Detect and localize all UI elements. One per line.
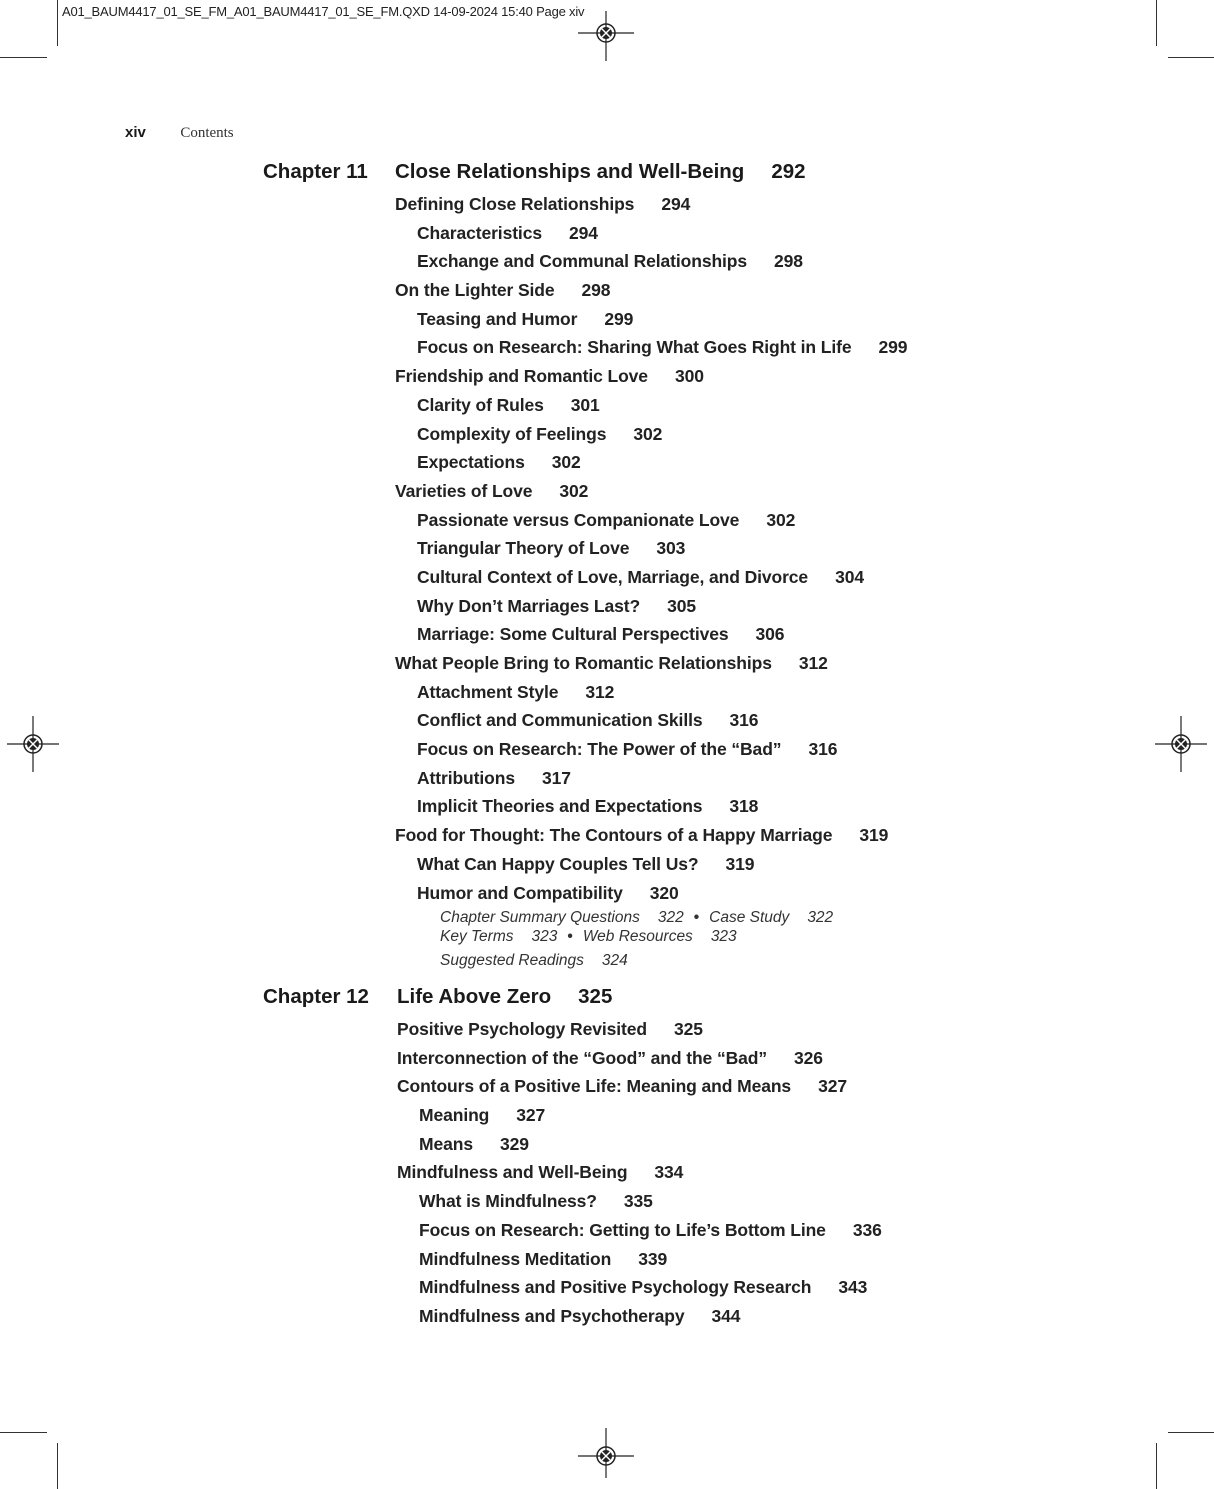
chapter-heading[interactable] xyxy=(263,160,907,190)
entry-page: 299 xyxy=(604,308,634,329)
end-matter-page: 322 xyxy=(657,909,684,927)
entry-title: Passionate versus Companionate Love xyxy=(417,509,740,530)
running-head-title: Contents xyxy=(180,125,234,141)
crop-mark-top-right-h xyxy=(1168,57,1214,58)
toc-subsection-entry[interactable] xyxy=(395,305,907,334)
chapter-heading[interactable] xyxy=(263,985,882,1015)
entry-page: 320 xyxy=(649,882,679,903)
chapter-12-entries xyxy=(397,1015,882,1331)
entry-page: 327 xyxy=(818,1076,847,1097)
chapter-11-entries xyxy=(395,190,907,907)
toc-section-entry[interactable] xyxy=(395,821,907,850)
entry-title: What Can Happy Couples Tell Us? xyxy=(417,853,699,874)
toc-subsection-entry[interactable] xyxy=(395,764,907,793)
toc-subsection-entry[interactable] xyxy=(397,1245,882,1274)
entry-page: 302 xyxy=(766,509,796,530)
toc-subsection-entry[interactable] xyxy=(395,735,907,764)
entry-page: 305 xyxy=(667,595,696,616)
entry-title: Implicit Theories and Expectations xyxy=(417,796,703,817)
toc-section-entry[interactable] xyxy=(395,190,907,219)
entry-title: Varieties of Love xyxy=(395,480,533,501)
toc-section-entry[interactable] xyxy=(395,362,907,391)
toc-section-entry[interactable] xyxy=(397,1158,882,1187)
registration-mark-right xyxy=(1151,714,1211,774)
entry-title: Why Don’t Marriages Last? xyxy=(417,595,641,616)
toc-subsection-entry[interactable] xyxy=(397,1216,882,1245)
entry-page: 300 xyxy=(674,366,704,387)
entry-page: 302 xyxy=(633,423,663,444)
entry-title: Friendship and Romantic Love xyxy=(395,366,648,387)
entry-title: Defining Close Relationships xyxy=(395,194,635,214)
entry-title: Mindfulness and Psychotherapy xyxy=(419,1305,685,1326)
toc-subsection-entry[interactable] xyxy=(395,219,907,248)
registration-mark-bottom xyxy=(576,1426,636,1486)
entry-page: 302 xyxy=(559,480,589,501)
toc-section-entry[interactable] xyxy=(395,649,907,678)
entry-page: 304 xyxy=(835,566,864,587)
chapter-12-block xyxy=(263,985,882,1331)
crop-mark-bottom-left-v xyxy=(57,1443,58,1489)
toc-subsection-entry[interactable] xyxy=(395,391,907,420)
entry-title: Cultural Context of Love, Marriage, and Divorce xyxy=(417,566,809,587)
entry-title: What People Bring to Romantic Relationships xyxy=(395,653,772,673)
toc-subsection-entry[interactable] xyxy=(395,333,907,362)
entry-page: 319 xyxy=(859,825,889,846)
entry-title: Contours of a Positive Life: Meaning and Means xyxy=(397,1076,792,1097)
chapter-page: 325 xyxy=(578,985,613,1008)
printer-slug: A01_BAUM4417_01_SE_FM_A01_BAUM4417_01_SE_FM.QXD 14-09-2024 15:40 Page xiv xyxy=(62,4,585,19)
entry-title: Clarity of Rules xyxy=(417,394,544,415)
toc-subsection-entry[interactable] xyxy=(395,706,907,735)
entry-title: Mindfulness and Well-Being xyxy=(397,1162,628,1183)
toc-section-entry[interactable] xyxy=(395,477,907,506)
entry-page: 303 xyxy=(656,538,686,559)
entry-page: 294 xyxy=(661,194,691,214)
entry-page: 335 xyxy=(623,1191,653,1212)
toc-subsection-entry[interactable] xyxy=(395,620,907,649)
entry-page: 312 xyxy=(585,681,615,702)
entry-page: 329 xyxy=(499,1133,529,1154)
toc-subsection-entry[interactable] xyxy=(395,850,907,879)
end-matter-line-3 xyxy=(395,952,907,971)
entry-title: Conflict and Communication Skills xyxy=(417,710,703,731)
end-matter-label[interactable]: Case Study xyxy=(709,909,790,927)
toc-subsection-entry[interactable] xyxy=(395,534,907,563)
entry-page: 306 xyxy=(755,624,785,645)
entry-title: Focus on Research: Getting to Life’s Bottom Line xyxy=(419,1219,826,1240)
entry-page: 336 xyxy=(852,1219,882,1240)
end-matter-label[interactable]: Suggested Readings xyxy=(440,952,584,970)
bullet-separator: • xyxy=(567,927,573,945)
entry-title: Food for Thought: The Contours of a Happy Marriage xyxy=(395,825,833,846)
entry-page: 302 xyxy=(551,452,581,473)
end-matter-label[interactable]: Web Resources xyxy=(582,927,693,945)
chapter-number: Chapter 11 xyxy=(263,160,368,183)
entry-title: Expectations xyxy=(417,452,525,473)
entry-page: 326 xyxy=(794,1047,823,1068)
end-matter-label[interactable]: Key Terms xyxy=(440,927,514,945)
entry-title: What is Mindfulness? xyxy=(419,1191,597,1212)
entry-page: 344 xyxy=(711,1305,741,1326)
end-matter-label[interactable]: Chapter Summary Questions xyxy=(440,909,640,927)
entry-title: Triangular Theory of Love xyxy=(417,538,630,559)
end-matter-line-2 xyxy=(395,928,907,947)
entry-title: Complexity of Feelings xyxy=(417,423,607,444)
toc-section-entry[interactable] xyxy=(395,276,907,305)
entry-title: Teasing and Humor xyxy=(417,308,578,329)
chapter-title: Close Relationships and Well-Being xyxy=(395,160,745,183)
entry-page: 339 xyxy=(638,1248,668,1269)
chapter-number: Chapter 12 xyxy=(263,985,369,1008)
entry-page: 299 xyxy=(878,337,908,358)
entry-title: Focus on Research: The Power of the “Bad” xyxy=(417,739,782,760)
end-matter-page: 323 xyxy=(531,927,558,945)
bullet-separator: • xyxy=(693,909,700,927)
crop-mark-bottom-right-h xyxy=(1168,1432,1214,1433)
page-folio: xiv xyxy=(125,124,146,141)
entry-title: Marriage: Some Cultural Perspectives xyxy=(417,624,729,645)
crop-mark-top-right-v xyxy=(1156,0,1157,46)
toc-section-entry[interactable] xyxy=(397,1072,882,1101)
entry-title: On the Lighter Side xyxy=(395,280,555,301)
crop-mark-top-left-v xyxy=(57,0,58,46)
entry-title: Focus on Research: Sharing What Goes Right in Life xyxy=(417,337,852,358)
toc-subsection-entry[interactable] xyxy=(395,247,907,276)
toc-subsection-entry[interactable] xyxy=(395,506,907,535)
entry-page: 316 xyxy=(729,710,759,731)
entry-page: 294 xyxy=(568,222,598,243)
toc-subsection-entry[interactable] xyxy=(395,420,907,449)
entry-page: 298 xyxy=(581,280,611,301)
entry-title: Attachment Style xyxy=(417,681,559,702)
toc-section-entry[interactable] xyxy=(397,1015,882,1044)
toc-subsection-entry[interactable] xyxy=(395,592,907,621)
toc-subsection-entry[interactable] xyxy=(397,1302,882,1331)
entry-title: Mindfulness and Positive Psychology Research xyxy=(419,1277,812,1298)
running-head xyxy=(125,124,234,142)
toc-subsection-entry[interactable] xyxy=(395,792,907,821)
entry-page: 343 xyxy=(838,1277,868,1298)
toc-section-entry[interactable] xyxy=(397,1044,882,1073)
end-matter-line-1 xyxy=(395,909,907,928)
entry-page: 298 xyxy=(774,251,803,272)
chapter-title: Life Above Zero xyxy=(397,985,552,1008)
entry-page: 319 xyxy=(725,853,755,874)
entry-title: Positive Psychology Revisited xyxy=(397,1019,647,1039)
crop-mark-bottom-right-v xyxy=(1156,1443,1157,1489)
toc-subsection-entry[interactable] xyxy=(395,448,907,477)
crop-mark-top-left-h xyxy=(0,57,47,58)
entry-page: 334 xyxy=(654,1162,684,1183)
end-matter-page: 322 xyxy=(807,909,834,927)
entry-title: Characteristics xyxy=(417,222,542,243)
entry-page: 325 xyxy=(673,1019,703,1039)
entry-title: Humor and Compatibility xyxy=(417,882,623,903)
toc-subsection-entry[interactable] xyxy=(397,1130,882,1159)
toc-subsection-entry[interactable] xyxy=(397,1273,882,1302)
end-matter-page: 323 xyxy=(710,927,737,945)
chapter-11-block xyxy=(263,160,907,971)
chapter-page: 292 xyxy=(771,160,806,183)
entry-page: 312 xyxy=(798,653,828,673)
entry-title: Attributions xyxy=(417,767,515,788)
toc-subsection-entry[interactable] xyxy=(397,1101,882,1130)
crop-mark-bottom-left-h xyxy=(0,1432,47,1433)
toc-subsection-entry[interactable] xyxy=(397,1187,882,1216)
entry-title: Interconnection of the “Good” and the “Bad” xyxy=(397,1047,768,1068)
entry-title: Exchange and Communal Relationships xyxy=(417,251,748,272)
entry-title: Mindfulness Meditation xyxy=(419,1248,612,1269)
registration-mark-top xyxy=(576,3,636,63)
entry-page: 317 xyxy=(541,767,571,788)
entry-title: Meaning xyxy=(419,1105,490,1126)
toc-subsection-entry[interactable] xyxy=(395,563,907,592)
end-matter-page: 324 xyxy=(601,952,628,970)
entry-page: 327 xyxy=(516,1105,546,1126)
toc-subsection-entry[interactable] xyxy=(395,678,907,707)
toc-subsection-entry[interactable] xyxy=(395,879,907,908)
entry-page: 316 xyxy=(808,739,838,760)
entry-page: 318 xyxy=(729,796,759,817)
entry-page: 301 xyxy=(570,394,600,415)
registration-mark-left xyxy=(3,714,63,774)
entry-title: Means xyxy=(419,1133,473,1154)
